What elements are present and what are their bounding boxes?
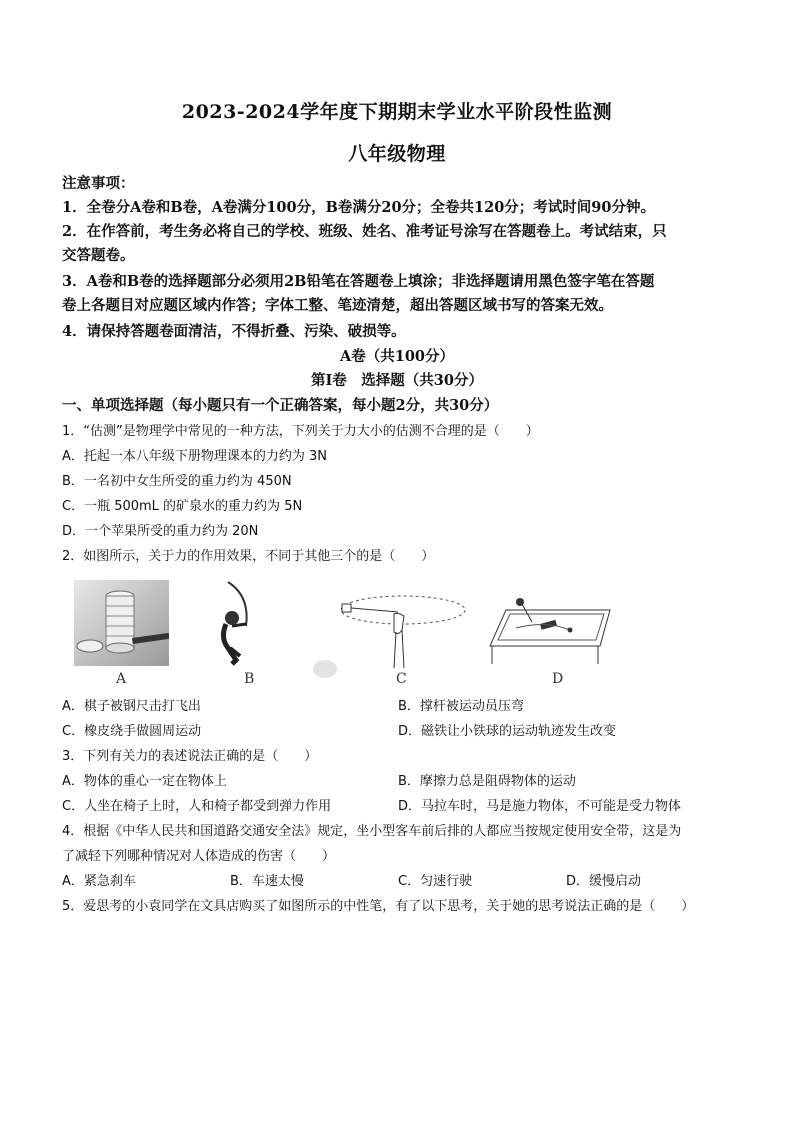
figure-b-pole-vaulter (210, 578, 270, 668)
figure-label-b: B (244, 671, 255, 687)
exam-title: 2023-2024学年度下期期末学业水平阶段性监测 (181, 101, 613, 123)
exam-subject: 八年级物理 (348, 143, 446, 165)
part1-instruction: 一、单项选择题（每小题只有一个正确答案，每小题2分，共30分） (62, 397, 499, 414)
q3-option-b: B．摩擦力总是阻碍物体的运动 (398, 774, 576, 789)
section-a-title: A卷（共100分） (339, 348, 455, 365)
q5-stem: 5．爱思考的小袁同学在文具店购买了如图所示的中性笔，有了以下思考，关于她的思考说法正确的是（ ） (62, 899, 695, 914)
q2-option-d: D．磁铁让小铁球的运动轨迹发生改变 (398, 724, 617, 739)
figure-a-checkers (74, 580, 169, 666)
q1-stem: 1．“估测”是物理学中常见的一种方法，下列关于力大小的估测不合理的是（ ） (62, 424, 539, 439)
q2-stem: 2．如图所示，关于力的作用效果，不同于其他三个的是（ ） (62, 549, 435, 564)
figure-label-a: A (116, 671, 127, 687)
notice-item-1: 1．全卷分A卷和B卷，A卷满分100分，B卷满分20分；全卷共120分；考试时间90分钟。 (62, 199, 655, 216)
q4-option-d: D．缓慢启动 (566, 874, 642, 889)
q1-option-a: A．托起一本八年级下册物理课本的力约为 3N (62, 449, 328, 464)
smudge-mark (312, 658, 338, 680)
figure-label-d: D (552, 671, 564, 687)
q2-option-c: C．橡皮绕手做圆周运动 (62, 724, 202, 739)
q2-option-a: A．棋子被钢尺击打飞出 (62, 699, 201, 714)
part1-title: 第Ⅰ卷 选择题（共30分） (311, 372, 483, 389)
notice-item-4: 4．请保持答题卷面清洁，不得折叠、污染、破损等。 (62, 323, 406, 340)
q2-option-b: B．撑杆被运动员压弯 (398, 699, 524, 714)
figure-label-c: C (396, 671, 407, 687)
notice-item-2: 2．在作答前，考生务必将自己的学校、班级、姓名、准考证号涂写在答题卷上。考试结束，只 (62, 223, 667, 240)
q4-option-a: A．紧急刹车 (62, 874, 136, 889)
q1-option-c: C．一瓶 500mL 的矿泉水的重力约为 5N (62, 499, 303, 514)
notice-heading: 注意事项： (62, 175, 135, 192)
q3-option-a: A．物体的重心一定在物体上 (62, 774, 227, 789)
figure-d-magnet-table (486, 590, 616, 670)
q4-stem-line1: 4．根据《中华人民共和国道路交通安全法》规定，坐小型客车前后排的人都应当按规定使用安全带，这是为 (62, 824, 682, 839)
q4-option-c: C．匀速行驶 (398, 874, 473, 889)
notice-item-3: 3．A卷和B卷的选择题部分必须用2B铅笔在答题卷上填涂；非选择题请用黑色签字笔在答题 (62, 273, 655, 290)
figure-c-circular-motion (338, 590, 468, 670)
notice-item-2-cont: 交答题卷。 (62, 247, 135, 264)
q3-option-d: D．马拉车时，马是施力物体，不可能是受力物体 (398, 799, 682, 814)
q1-option-d: D．一个苹果所受的重力约为 20N (62, 524, 259, 539)
q1-option-b: B．一名初中女生所受的重力约为 450N (62, 474, 292, 489)
q3-option-c: C．人坐在椅子上时，人和椅子都受到弹力作用 (62, 799, 332, 814)
q3-stem: 3．下列有关力的表述说法正确的是（ ） (62, 749, 318, 764)
q4-stem-line2: 了减轻下列哪种情况对人体造成的伤害（ ） (62, 849, 336, 864)
notice-item-3-cont: 卷上各题目对应题区域内作答；字体工整、笔迹清楚，超出答题区域书写的答案无效。 (62, 297, 613, 314)
q4-option-b: B．车速太慢 (230, 874, 304, 889)
